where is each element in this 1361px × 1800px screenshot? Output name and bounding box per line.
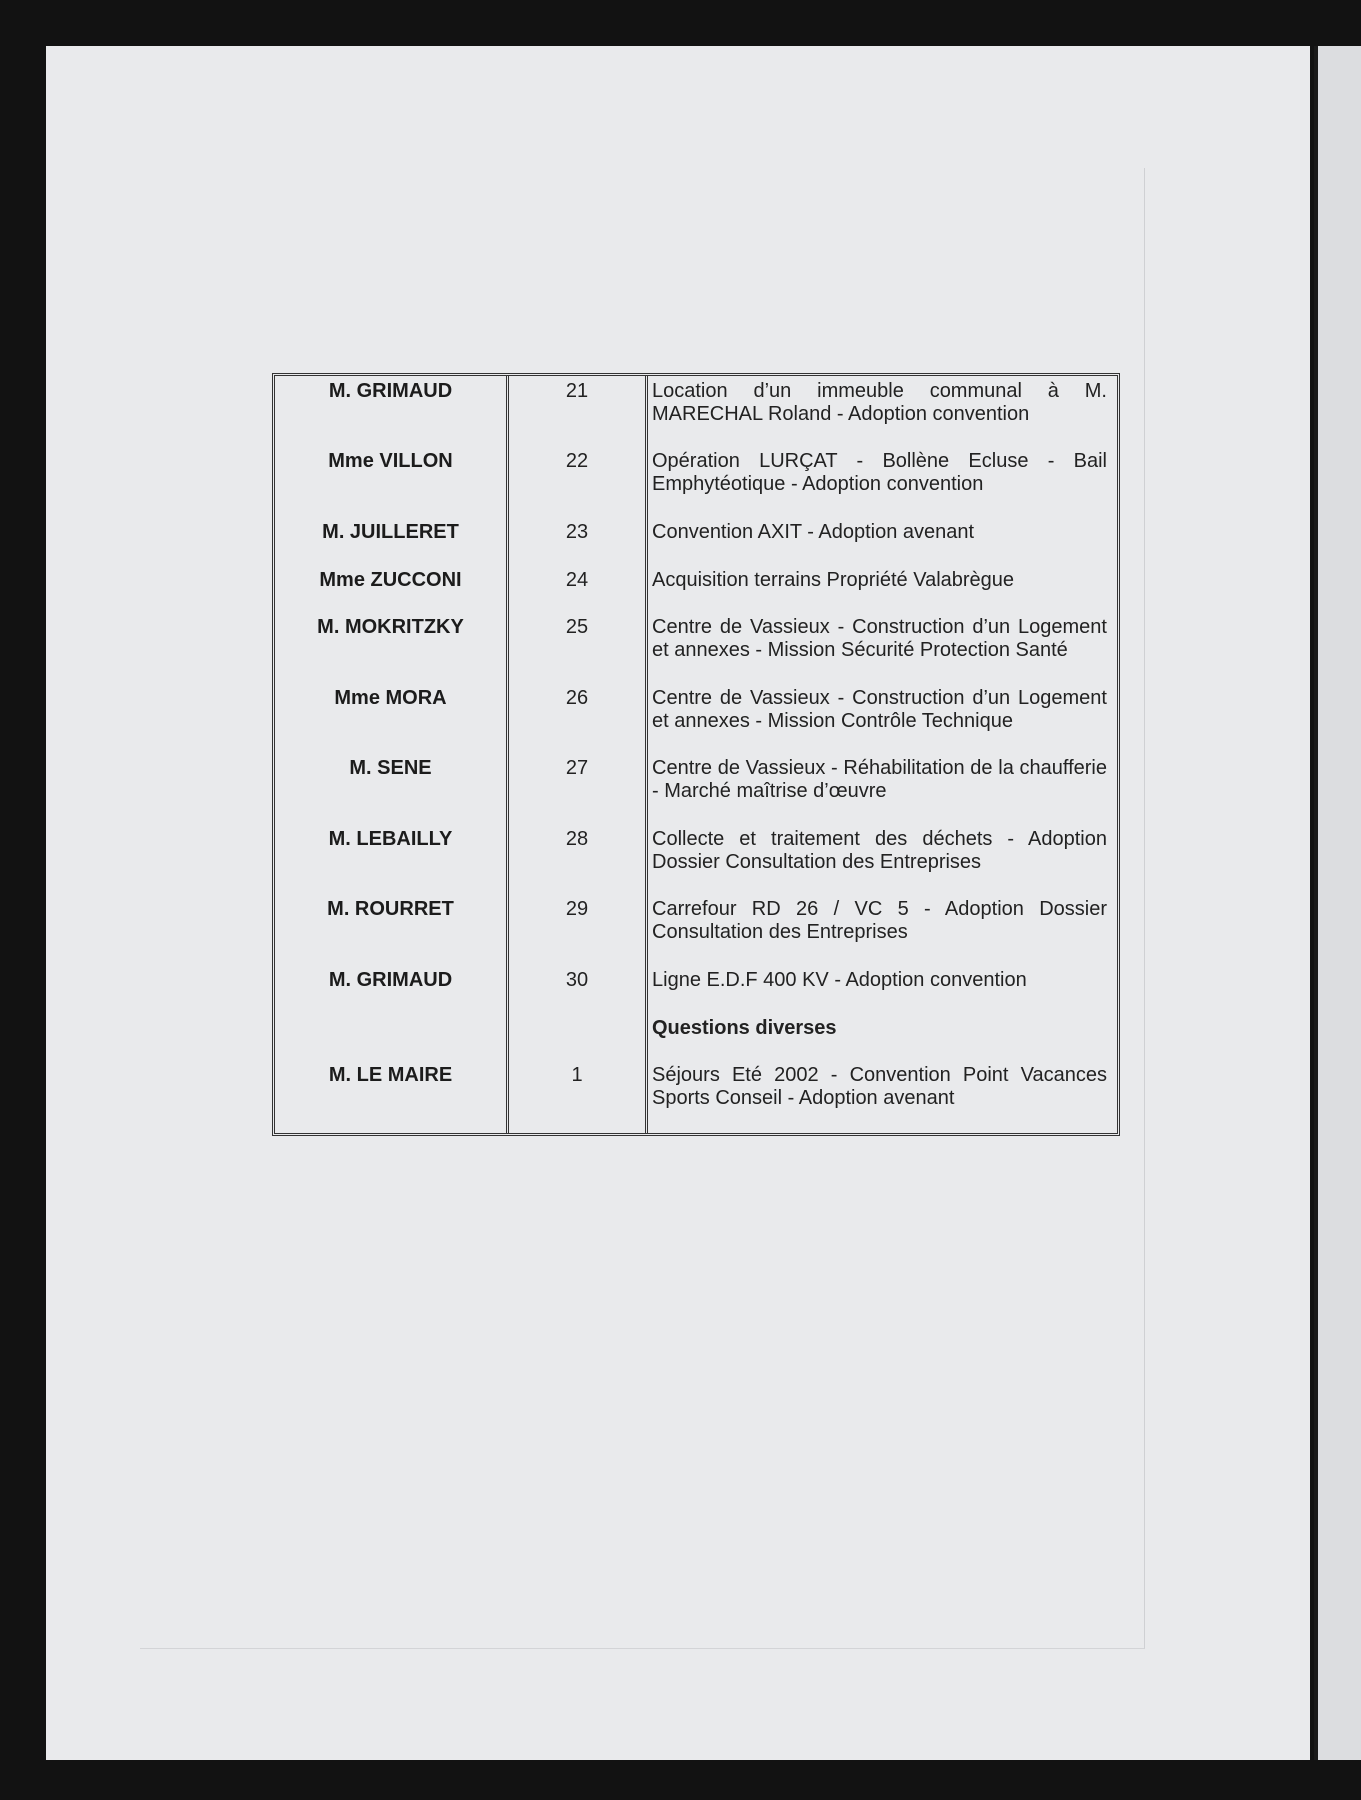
item-number: 29 bbox=[565, 898, 589, 920]
item-subject: Location d’un immeuble communal à M. MARECHAL Roland - Adoption convention bbox=[652, 380, 1107, 425]
item-subject: Acquisition terrains Propriété Valabrègue bbox=[652, 569, 1015, 591]
rapporteur-name: Mme ZUCCONI bbox=[319, 569, 462, 591]
item-subject: Séjours Eté 2002 - Convention Point Vacances Sports Conseil - Adoption avenant bbox=[652, 1064, 1107, 1109]
rapporteur-name: M. SENE bbox=[349, 757, 432, 779]
item-subject: Centre de Vassieux - Réhabilitation de la chaufferie - Marché maîtrise d’œuvre bbox=[652, 757, 1107, 802]
rapporteur-name: M. MOKRITZKY bbox=[317, 616, 464, 638]
item-subject: Centre de Vassieux - Construction d’un Logement et annexes - Mission Sécurité Protection Santé bbox=[652, 616, 1107, 661]
item-subject: Convention AXIT - Adoption avenant bbox=[652, 521, 975, 543]
item-number: 21 bbox=[565, 380, 589, 402]
rapporteur-name: M. LEBAILLY bbox=[328, 828, 453, 850]
section-heading: Questions diverses bbox=[652, 1017, 837, 1039]
item-number: 24 bbox=[565, 569, 589, 591]
item-number: 26 bbox=[565, 687, 589, 709]
rapporteur-name: M. LE MAIRE bbox=[328, 1064, 453, 1086]
item-number: 25 bbox=[565, 616, 589, 638]
item-number: 30 bbox=[565, 969, 589, 991]
item-subject: Opération LURÇAT - Bollène Ecluse - Bail Emphytéotique - Adoption convention bbox=[652, 450, 1107, 495]
rapporteur-name: M. ROURRET bbox=[327, 898, 454, 920]
rapporteur-name: M. JUILLERET bbox=[322, 521, 459, 543]
item-subject: Ligne E.D.F 400 KV - Adoption convention bbox=[652, 969, 1027, 991]
column-divider bbox=[645, 376, 648, 1133]
adjacent-page-edge bbox=[1314, 46, 1361, 1760]
item-subject: Carrefour RD 26 / VC 5 - Adoption Dossier Consultation des Entreprises bbox=[652, 898, 1107, 943]
item-number: 27 bbox=[565, 757, 589, 779]
rapporteur-name: Mme MORA bbox=[334, 687, 447, 709]
rapporteur-name: Mme VILLON bbox=[328, 450, 453, 472]
item-number: 28 bbox=[565, 828, 589, 850]
rapporteur-name: M. GRIMAUD bbox=[328, 380, 453, 402]
item-subject: Collecte et traitement des déchets - Adoption Dossier Consultation des Entreprises bbox=[652, 828, 1107, 873]
item-number: 1 bbox=[571, 1064, 583, 1086]
agenda-table bbox=[272, 373, 1120, 1136]
rapporteur-name: M. GRIMAUD bbox=[328, 969, 453, 991]
item-number: 23 bbox=[565, 521, 589, 543]
item-number: 22 bbox=[565, 450, 589, 472]
item-subject: Centre de Vassieux - Construction d’un Logement et annexes - Mission Contrôle Technique bbox=[652, 687, 1107, 732]
